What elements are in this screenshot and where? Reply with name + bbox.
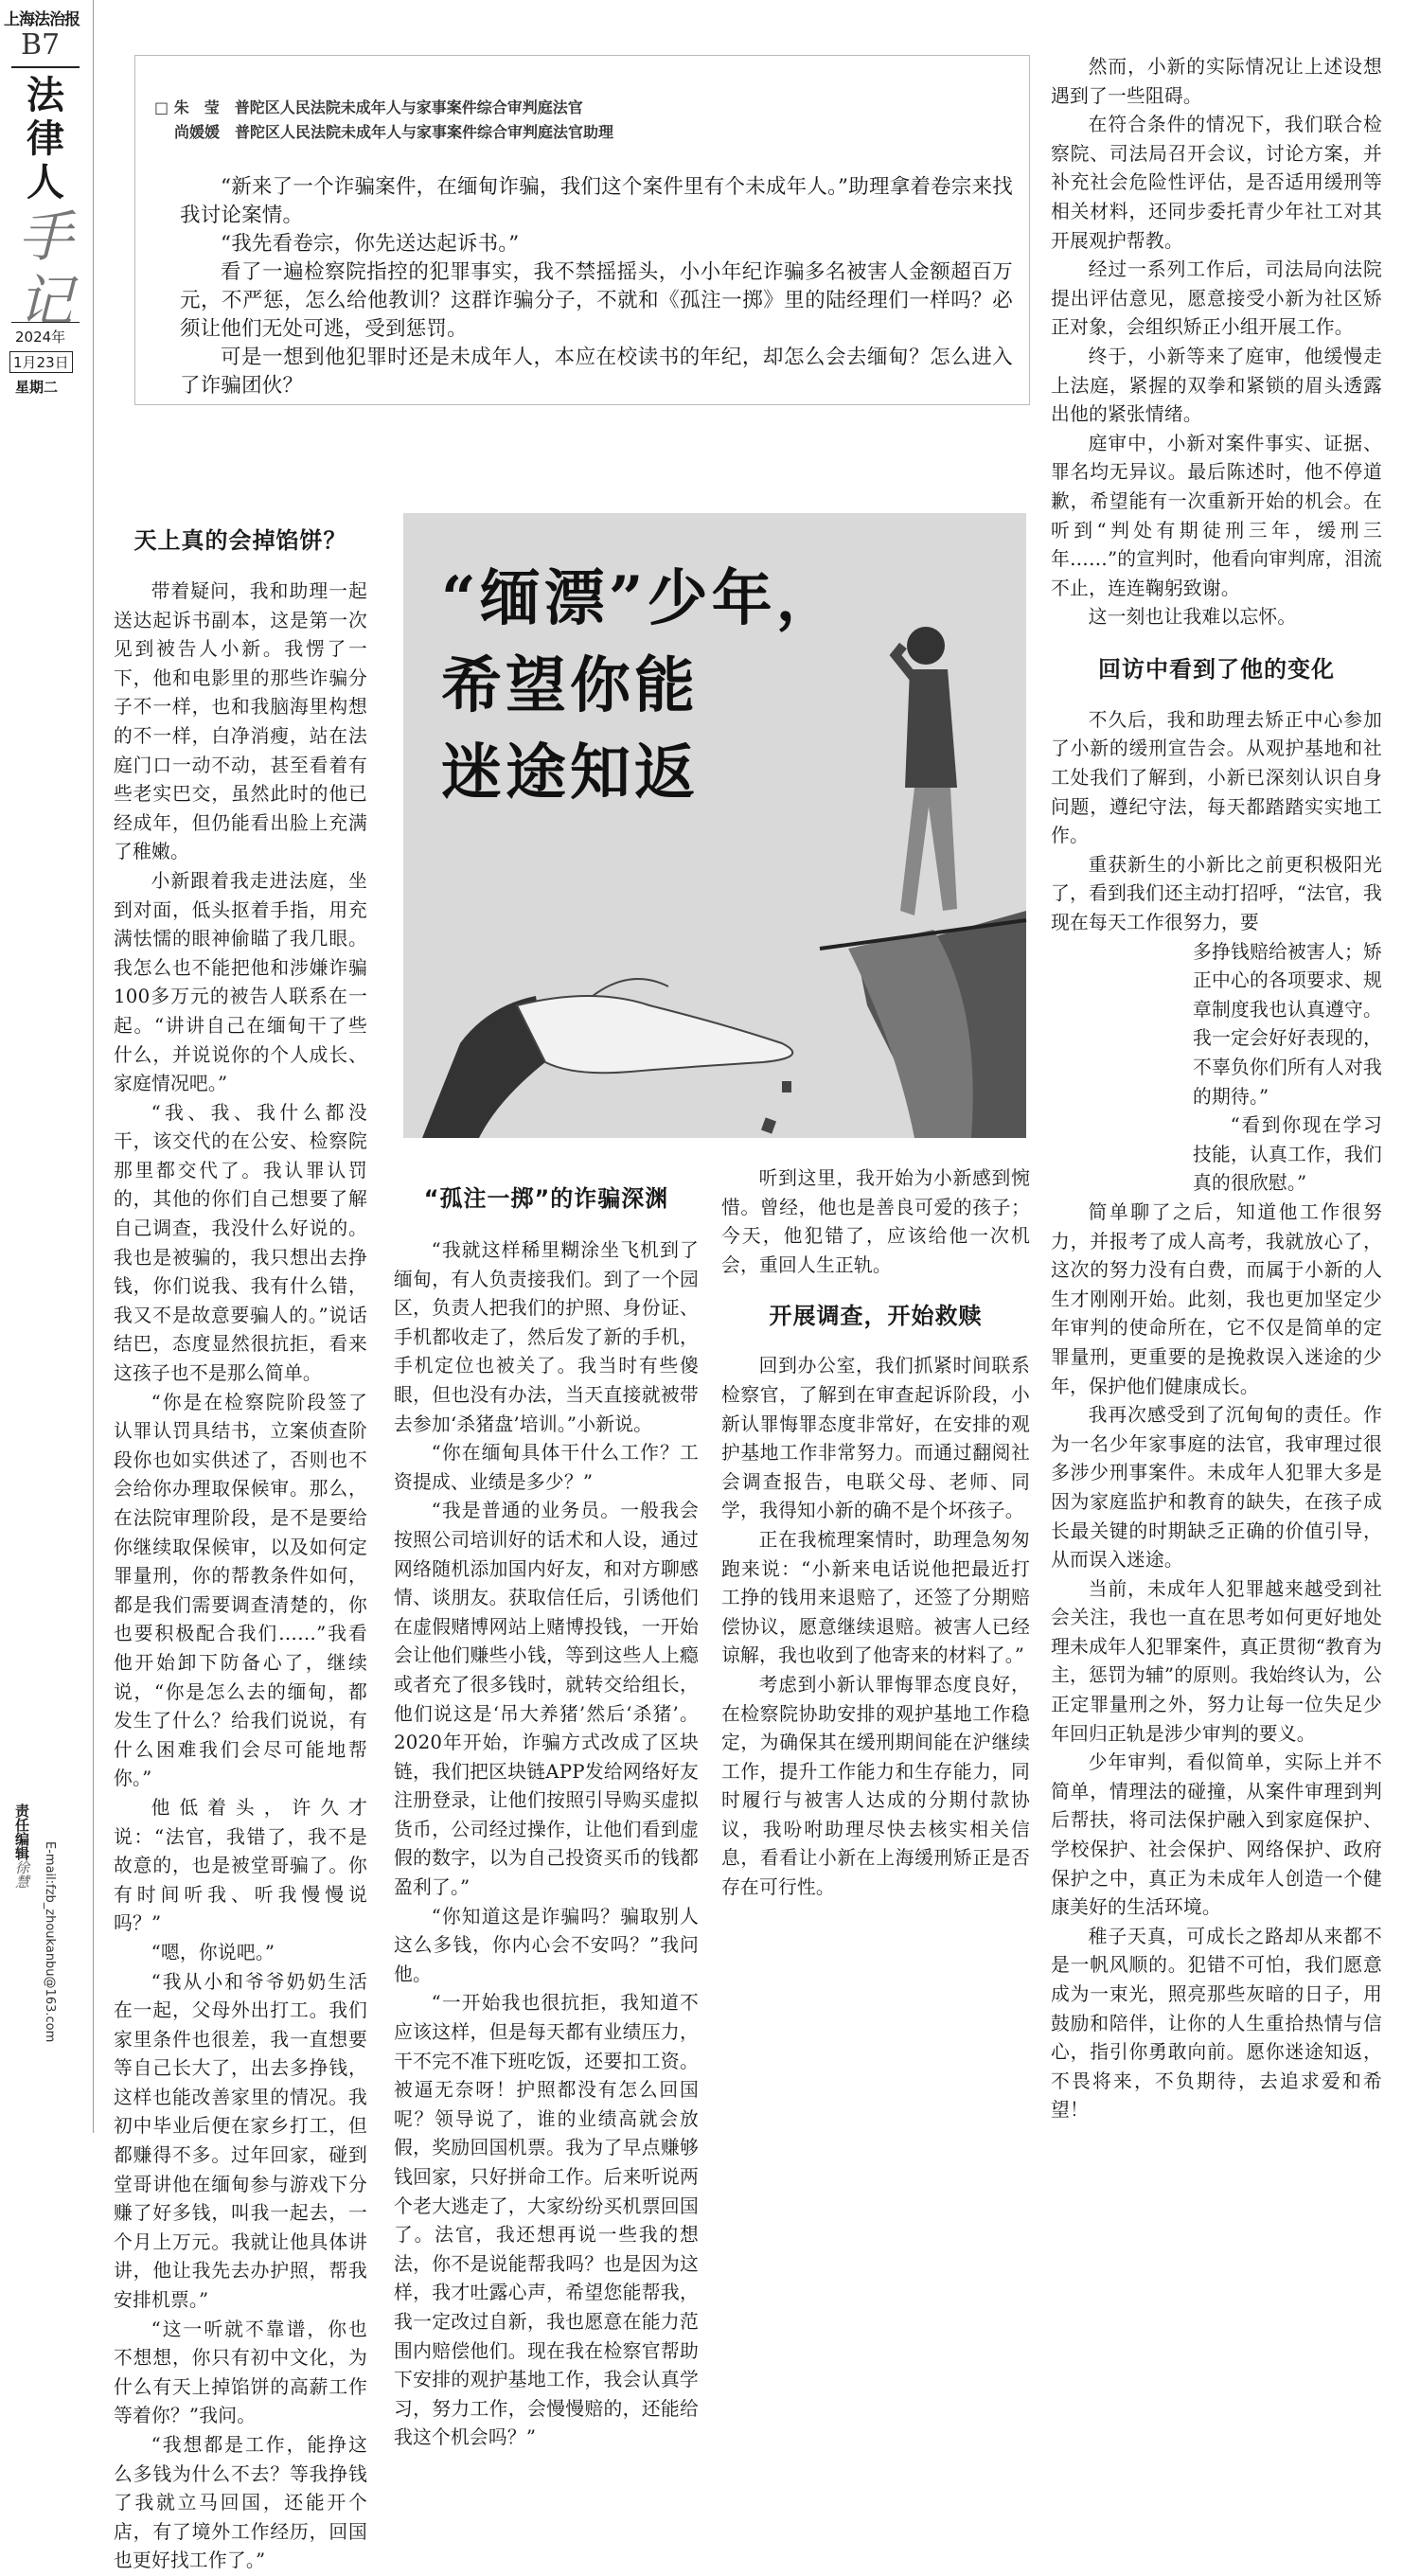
falling-rock [782, 1081, 791, 1093]
author-line [154, 120, 613, 145]
intro-paragraph: “我先看卷宗，你先送达起诉书。” [221, 232, 520, 256]
editor-name: 徐慧 [13, 1860, 30, 1889]
section-title-3: 开展调查，开始救赎 [769, 1303, 983, 1330]
column-3 [721, 1164, 1030, 2128]
sidebar-divider [93, 0, 94, 2133]
intro-paragraph: 可是一想到他犯罪时还是未成年人，本应在校读书的年纪，却怎么会去缅甸？怎么进入了诈骗团伙？ [180, 346, 1013, 398]
intro-paragraph: 看了一遍检察院指控的犯罪事实，我不禁摇摇头，小小年纪诈骗多名被害人金额超百万元，不严惩，怎么给他教训？这群诈骗分子，不就和《孤注一掷》里的陆经理们一样吗？必须让他们无处可逃，受到惩罚。 [180, 260, 1013, 341]
publish-date: 1月23日 [9, 351, 73, 373]
body-paragraph: 在符合条件的情况下，我们联合检察院、司法局召开会议，讨论方案，并补充社会危险性评估，是否适用缓刑等相关材料，还同步委托青少年社工对其开展观护帮教。 [1051, 114, 1382, 252]
masthead-rule [11, 66, 80, 68]
body-paragraph: 终于，小新等来了庭审，他缓慢走上法庭，紧握的双拳和紧锁的眉头透露出他的紧张情绪。 [1051, 345, 1382, 426]
body-paragraph: 简单聊了之后，知道他工作很努力，并报考了成人高考，我就放心了，这次的努力没有白费，而属于小新的人生才刚刚开始。此刻，我也更加坚定少年审判的使命所在，它不仅是简单的定罪量刑，更重要的是挽救误入迷途的少年，保护他们健康成长。 [1051, 1200, 1382, 1397]
headline-box [441, 556, 841, 817]
body-paragraph: 带着疑问，我和助理一起送达起诉书副本，这是第一次见到被告人小新。我愣了一下，他和电影里的那些诈骗分子不一样，也和我脑海里构想的不一样，白净消瘦，站在法庭门口一动不动，甚至看着有些老实巴交，虽然此时的他已经成年，但仍能看出脸上充满了稚嫩。 [114, 580, 367, 863]
column-char: 记 [17, 269, 73, 333]
author-marker: □ [154, 98, 174, 116]
body-paragraph: “我就这样稀里糊涂坐飞机到了缅甸，有人负责接我们。到了一个园区，负责人把我们的护照、身份证、手机都收走了，然后发了新的手机，手机定位也被关了。我当时有些傻眼，但也没有办法，当天直接就被带去参加‘杀猪盘’培训。”小新说。 [394, 1239, 699, 1435]
section-title-1: 天上真的会掉馅饼？ [133, 527, 347, 554]
intro-paragraph: “新来了一个诈骗案件，在缅甸诈骗，我们这个案件里有个未成年人。”助理拿着卷宗来找我讨论案情。 [180, 175, 1013, 227]
masthead-sidebar [0, 0, 95, 2133]
body-paragraph: 少年审判，看似简单，实际上并不简单，情理法的碰撞，从案件审理到判后帮扶，将司法保护融入到家庭保护、学校保护、社会保护、网络保护、政府保护之中，真正为未成年人创造一个健康美好的生活环境。 [1051, 1751, 1382, 1919]
column-char: 律 [27, 117, 64, 161]
date-rule [11, 322, 80, 323]
body-paragraph: 庭审中，小新对案件事实、证据、罪名均无异议。最后陈述时，他不停道歉，希望能有一次重新开始的机会。在听到“判处有期徒刑三年，缓刑三年……”的宣判时，他看向审判席，泪流不止，连连鞠躬致谢。 [1051, 432, 1382, 599]
headline-line: 希望你能 [441, 650, 699, 721]
body-paragraph: 重获新生的小新比之前更积极阳光了，看到我们还主动打招呼，“法官，我现在每天工作很努力，要 [1051, 853, 1382, 934]
headline-line: 迷途知返 [441, 737, 699, 808]
author-block [154, 96, 613, 145]
body-paragraph-indent: 多挣钱赔给被害人；矫正中心的各项要求、规章制度我也认真遵守。我一定会好好表现的，不辜负你们所有人对我的期待。” [1193, 940, 1382, 1108]
body-paragraph: “我从小和爷爷奶奶生活在一起，父母外出打工。我们家里条件也很差，我一直想要等自己长大了，出去多挣钱，这样也能改善家里的情况。我初中毕业后便在家乡打工，但都赚得不多。过年回家，碰到堂哥讲他在缅甸参与游戏下分赚了好多钱，叫我一起去，一个月上万元。我就让他具体讲讲，他让我先去办护照，帮我安排机票。” [114, 1970, 367, 2312]
body-paragraph: 小新跟着我走进法庭，坐到对面，低头抠着手指，用充满怯懦的眼神偷瞄了我几眼。我怎么也不能把他和涉嫌诈骗100多万元的被告人联系在一起。“讲讲自己在缅甸干了些什么，并说说你的个人成长、家庭情况吧。” [114, 869, 367, 1095]
editor-credit [13, 1803, 32, 1889]
column-4 [1051, 53, 1382, 2128]
body-paragraph: 听到这里，我开始为小新感到惋惜。曾经，他也是善良可爱的孩子；今天，他犯错了，应该给他一次机会，重回人生正轨。 [721, 1167, 1030, 1276]
column-char: 手 [17, 204, 73, 269]
body-paragraph: “一开始我也很抗拒，我知道不应该这样，但是每天都有业绩压力，干不完不准下班吃饭，还要扣工资。被逼无奈呀！护照都没有怎么回国呢？领导说了，谁的业绩高就会放假，奖励回国机票。我为了早点赚够钱回家，只好拼命工作。后来听说两个老大逃走了，大家纷纷买机票回国了。法官，我还想再说一些我的想法，你不是说能帮我吗？也是因为这样，我才吐露心声，希望您能帮我，我一定改过自新，我也愿意在能力范围内赔偿他们。现在我在检察官帮助下安排的观护基地工作，我会认真学习，努力工作，会慢慢赔的，还能给我这个机会吗？” [394, 1992, 699, 2449]
page-number: B7 [21, 28, 61, 62]
body-paragraph: “嗯，你说吧。” [151, 1941, 275, 1963]
editor-email: E-mail:fzb_zhoukanbu@163.com [43, 1841, 57, 2043]
intro-text [180, 173, 1013, 400]
body-paragraph: “你在缅甸具体干什么工作？工资提成、业绩是多少？” [394, 1442, 699, 1493]
intro-box [134, 55, 1030, 405]
column-2 [394, 1178, 699, 2449]
body-paragraph-indent: “看到你现在学习技能，认真工作，我们真的很欣慰。” [1193, 1114, 1382, 1195]
body-paragraph: “你知道这是诈骗吗？骗取别人这么多钱，你内心会不安吗？”我问他。 [394, 1905, 699, 1985]
body-paragraph: “你是在检察院阶段签了认罪认罚具结书，立案侦查阶段你也如实供述了，否则也不会给你办理取保候审。那么，在法院审理阶段，是不是要给你继续取保候审，以及如何定罪量刑，你的帮教条件如何，都是我们需要调查清楚的，你也要积极配合我们……”我看他开始卸下防备心了，继续说，“你是怎么去的缅甸，都发生了什么？给我们说说，有什么困难我们会尽可能地帮你。” [114, 1391, 367, 1790]
author-name: 朱 莹 [173, 98, 220, 116]
body-paragraph: “我、我、我什么都没干，该交代的在公安、检察院那里都交代了。我认罪认罚的，其他的你们自己想要了解自己调查，我没什么好说的。我也是被骗的，我只想出去挣钱，你们说我、我有什么错，我又不是故意要骗人的。”说话结巴，态度显然很抗拒，看来这孩子也不是那么简单。 [114, 1101, 367, 1385]
author-name: 尚媛媛 [174, 123, 221, 141]
body-paragraph: 我再次感受到了沉甸甸的责任。作为一名少年家事庭的法官，我审理过很多涉少刑事案件。未成年人犯罪大多是因为家庭监护和教育的缺失，在孩子成长最关键的时期缺乏正确的价值引导，从而误入迷途。 [1051, 1404, 1382, 1572]
publish-weekday: 星期二 [15, 379, 59, 396]
author-line [154, 96, 613, 120]
body-paragraph: 这一刻也让我难以忘怀。 [1088, 606, 1297, 629]
body-paragraph: 当前，未成年人犯罪越来越受到社会关注，我也一直在思考如何更好地处理未成年人犯罪案件，真正贯彻“教育为主，惩罚为辅”的原则。我始终认为，公正定罪量刑之外，努力让每一位失足少年回归正轨是涉少审判的要义。 [1051, 1577, 1382, 1745]
body-paragraph: “这一听就不靠谱，你也不想想，你只有初中文化，为什么有天上掉馅饼的高薪工作等着你？”我问。 [114, 2318, 367, 2427]
body-paragraph: 他低着头，许久才说：“法官，我错了，我不是故意的，也是被堂哥骗了。你有时间听我、听我慢慢说吗？” [114, 1796, 367, 1935]
paper-name: 上海法治报 [4, 10, 80, 29]
column-char: 法 [27, 74, 64, 117]
headline-line: “缅漂”少年， [441, 563, 841, 634]
illustration [403, 513, 1026, 1138]
section-title-4: 回访中看到了他的变化 [1098, 655, 1335, 683]
column-1 [114, 519, 367, 2572]
body-paragraph: 回到办公室，我们抓紧时间联系检察官，了解到在审查起诉阶段，小新认罪悔罪态度非常好，在安排的观护基地工作非常努力。而通过翻阅社会调查报告，电联父母、老师、同学，我得知小新的确不是个坏孩子。 [721, 1355, 1030, 1522]
column-char: 人 [27, 161, 64, 204]
body-paragraph: “我想都是工作，能挣这么多钱为什么不去？等我挣钱了我就立马回国，还能开个店，有了境外工作经历，回国也更好找工作了。” [114, 2434, 367, 2572]
section-title-2: “孤注一掷”的诈骗深渊 [423, 1185, 669, 1212]
column-name [13, 74, 78, 333]
author-title: 普陀区人民法院未成年人与家事案件综合审判庭法官 [234, 98, 583, 116]
person-head [907, 627, 945, 665]
body-paragraph: “我是普通的业务员。一般我会按照公司培训好的话术和人设，通过网络随机添加国内好友，和对方聊感情、谈朋友。获取信任后，引诱他们在虚假赌博网站上赌博投钱，一开始会让他们赚些小钱，等到这些人上瘾或者充了很多钱时，就转交给组长，他们说这是‘吊大养猪’然后‘杀猪’。2020年开始，诈骗方式改成了区块链，我们把区块链APP发给网络好友注册登录，让他们按照引导购买虚拟货币，公司经过操作，让他们看到虚假的数字，以为自己投资买币的钱都盈利了。” [394, 1500, 699, 1899]
editor-label: 责任编辑 [13, 1803, 30, 1860]
body-paragraph: 然而，小新的实际情况让上述设想遇到了一些阻碍。 [1051, 56, 1382, 107]
author-title: 普陀区人民法院未成年人与家事案件综合审判庭法官助理 [235, 123, 614, 141]
body-paragraph: 正在我梳理案情时，助理急匆匆跑来说：“小新来电话说他把最近打工挣的钱用来退赔了，还签了分期赔偿协议，愿意继续退赔。被害人已经谅解，我也收到了他寄来的材料了。” [721, 1528, 1030, 1667]
publish-year: 2024年 [15, 329, 66, 346]
body-paragraph: 考虑到小新认罪悔罪态度良好，在检察院协助安排的观护基地工作稳定，为确保其在缓刑期间能在沪继续工作，提升工作能力和生存能力，同时履行与被害人达成的分期付款协议，我吩咐助理尽快去核实相关信息，看看让小新在上海缓刑矫正是否存在可行性。 [721, 1673, 1030, 1899]
body-paragraph: 不久后，我和助理去矫正中心参加了小新的缓刑宣告会。从观护基地和社工处我们了解到，小新已深刻认识自身问题，遵纪守法，每天都踏踏实实地工作。 [1051, 708, 1382, 847]
body-paragraph: 稚子天真，可成长之路却从来都不是一帆风顺的。犯错不可怕，我们愿意成为一束光，照亮那些灰暗的日子，用鼓励和陪伴，让你的人生重拾热情与信心，指引你勇敢向前。愿你迷途知返，不畏将来，不负期待，去追求爱和希望！ [1051, 1925, 1382, 2122]
body-paragraph: 经过一系列工作后，司法局向法院提出评估意见，愿意接受小新为社区矫正对象，会组织矫正小组开展工作。 [1051, 258, 1382, 339]
